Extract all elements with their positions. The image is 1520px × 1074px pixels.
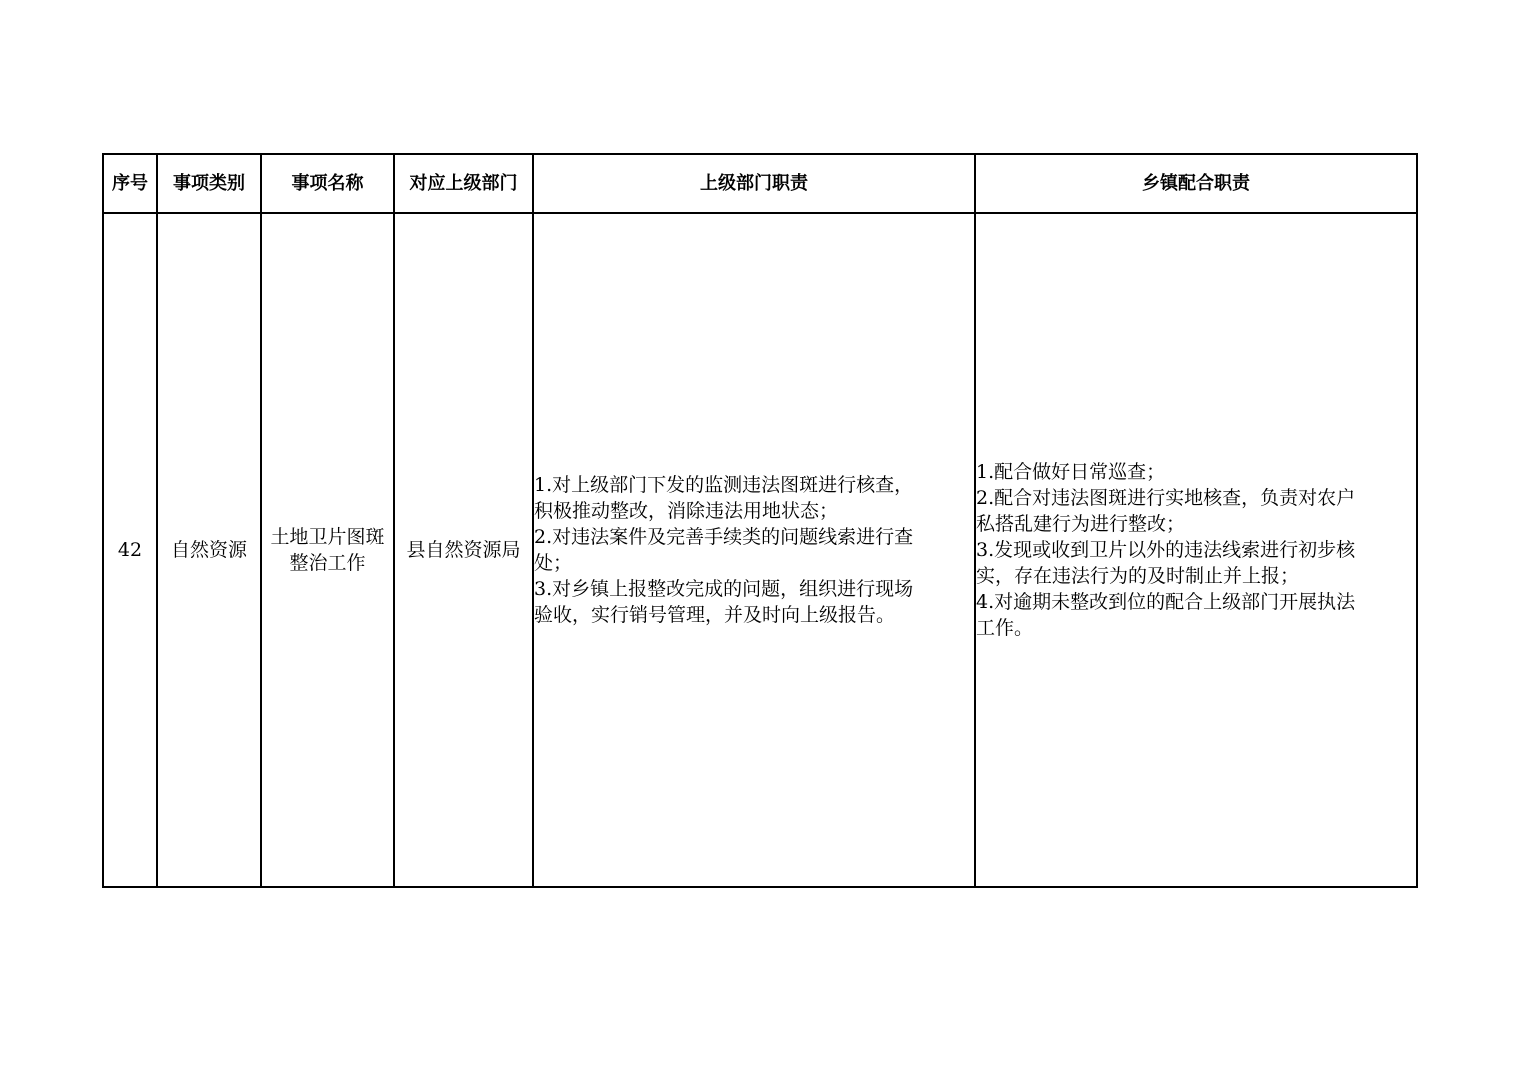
cell-category: 自然资源 [157,213,261,887]
upper-duty-line: 积极推动整改，消除违法用地状态； [534,500,839,522]
upper-duty-line: 验收，实行销号管理，并及时向上级报告。 [534,604,896,626]
name-line: 土地卫片图斑 [270,526,385,548]
cell-upper-duty [533,213,975,887]
header-upper-duty: 上级部门职责 [533,154,975,213]
upper-duty-line: 3.对乡镇上报整改完成的问题，组织进行现场 [534,578,914,600]
header-category: 事项类别 [157,154,261,213]
header-town-duty: 乡镇配合职责 [975,154,1417,213]
cell-town-duty [975,213,1417,887]
town-duty-line: 2.配合对违法图斑进行实地核查，负责对农户 [976,487,1356,509]
cell-name [261,213,394,887]
town-duty-line: 私搭乱建行为进行整改； [976,513,1186,535]
town-duty-line: 实，存在违法行为的及时制止并上报； [976,565,1300,587]
header-row [103,154,1417,213]
name-line: 整治工作 [289,552,366,574]
upper-duty-line: 1.对上级部门下发的监测违法图斑进行核查， [534,474,914,496]
table-row [103,213,1417,887]
town-duty-line: 工作。 [976,617,1034,639]
town-duty-line: 1.配合做好日常巡查； [976,461,1166,483]
header-seq: 序号 [103,154,157,213]
upper-duty-line: 2.对违法案件及完善手续类的问题线索进行查 [534,526,914,548]
cell-dept: 县自然资源局 [394,213,533,887]
town-duty-line: 3.发现或收到卫片以外的违法线索进行初步核 [976,539,1356,561]
duty-table [102,153,1418,888]
header-dept: 对应上级部门 [394,154,533,213]
upper-duty-line: 处； [534,552,573,574]
cell-seq: 42 [103,213,157,887]
town-duty-line: 4.对逾期未整改到位的配合上级部门开展执法 [976,591,1356,613]
header-name: 事项名称 [261,154,394,213]
